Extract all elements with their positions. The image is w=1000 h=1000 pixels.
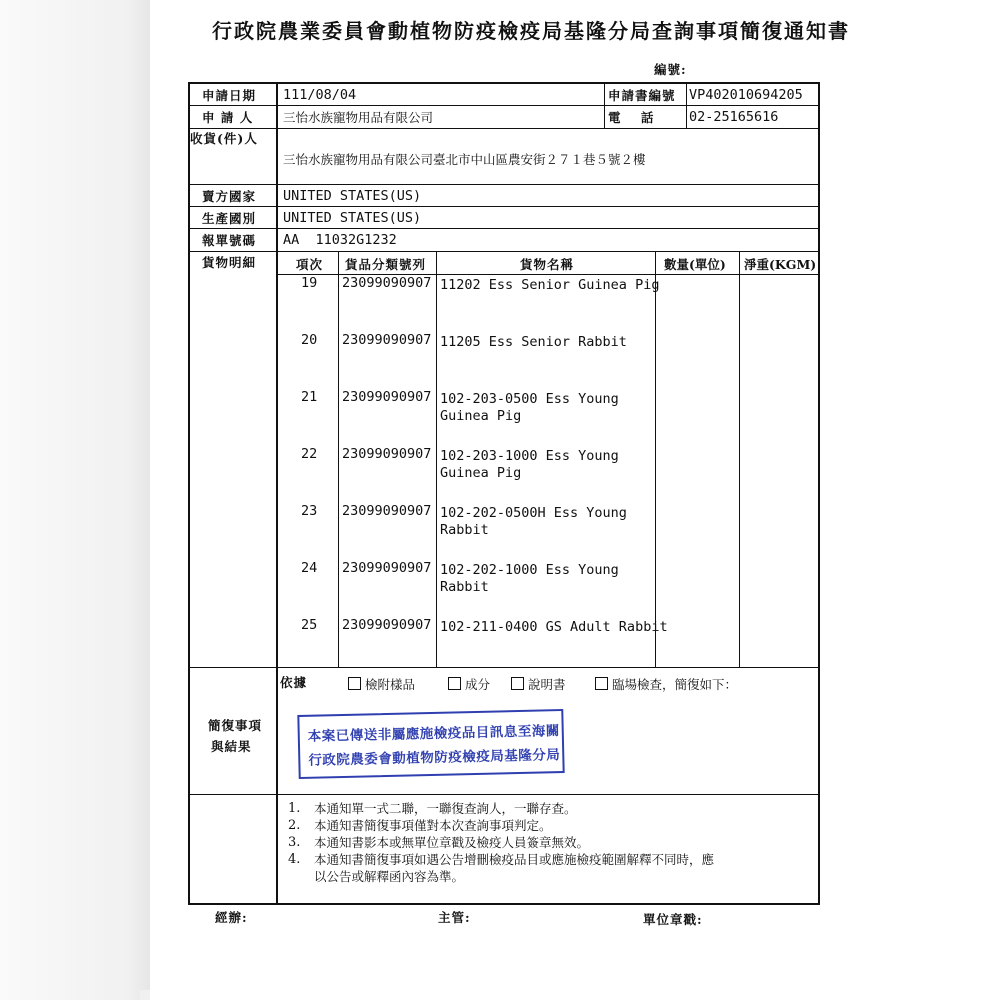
stamp-line-1: 本案已傳送非屬應施檢疫品目訊息至海關 bbox=[307, 723, 560, 745]
check-onsite bbox=[595, 677, 737, 692]
row-line bbox=[188, 794, 820, 795]
col-line bbox=[338, 251, 339, 668]
row-item: 23 bbox=[301, 503, 318, 519]
note-number: 4. bbox=[288, 852, 301, 867]
note-number: 3. bbox=[288, 835, 301, 850]
document-page bbox=[150, 0, 1000, 1000]
row-name: 102-202-0500H Ess Young bbox=[440, 505, 627, 521]
row-item: 24 bbox=[301, 560, 318, 576]
origin-label: 生產國別 bbox=[202, 211, 257, 226]
row-name-cont: Rabbit bbox=[440, 522, 489, 538]
check-ingredient-label: 成分 bbox=[465, 677, 491, 692]
col-header-item: 項次 bbox=[296, 257, 324, 272]
col-header-code: 貨品分類號列 bbox=[345, 257, 427, 272]
col-line bbox=[739, 251, 740, 668]
row-name: 11202 Ess Senior Guinea Pig bbox=[440, 277, 660, 293]
row-code: 23099090907 bbox=[342, 389, 432, 405]
note-text: 本通知書影本或無單位章戳及檢疫人員簽章無效。 bbox=[314, 835, 590, 850]
check-sample bbox=[348, 677, 415, 692]
supervisor-label: 主管: bbox=[438, 910, 471, 925]
checkbox-icon bbox=[511, 677, 524, 690]
seller-country-label: 賣方國家 bbox=[202, 189, 257, 204]
handler-label: 經辦: bbox=[215, 910, 248, 925]
check-ingredient bbox=[448, 677, 490, 692]
seller-country-value: UNITED STATES(US) bbox=[283, 188, 422, 204]
row-code: 23099090907 bbox=[342, 332, 432, 348]
stamp-line-2: 行政院農委會動植物防疫檢疫局基隆分局 bbox=[308, 747, 561, 769]
declaration-label: 報單號碼 bbox=[202, 233, 257, 248]
row-line bbox=[188, 228, 820, 229]
col-header-weight: 淨重(KGM) bbox=[744, 257, 817, 272]
row-name-cont: Guinea Pig bbox=[440, 408, 522, 424]
note-number: 1. bbox=[288, 801, 301, 816]
row-code: 23099090907 bbox=[342, 560, 432, 576]
row-name-cont: Rabbit bbox=[440, 579, 489, 595]
official-stamp bbox=[297, 709, 564, 779]
checkbox-icon bbox=[448, 677, 461, 690]
phone-value: 02-25165616 bbox=[689, 109, 779, 125]
basis-label: 依據 bbox=[280, 675, 308, 690]
consignee-label: 收貨(件)人 bbox=[190, 131, 258, 146]
row-item: 21 bbox=[301, 389, 318, 405]
applicant-label: 申 請 人 bbox=[202, 110, 254, 125]
row-item: 22 bbox=[301, 446, 318, 462]
col-line bbox=[686, 82, 687, 128]
row-code: 23099090907 bbox=[342, 617, 432, 633]
row-line bbox=[188, 128, 820, 129]
col-line bbox=[604, 82, 605, 128]
col-line bbox=[436, 251, 437, 668]
row-name: 102-211-0400 GS Adult Rabbit bbox=[440, 619, 668, 635]
serial-label: 編號: bbox=[654, 62, 687, 77]
origin-value: UNITED STATES(US) bbox=[283, 210, 422, 226]
note-text-cont: 以公告或解釋函內容為準。 bbox=[314, 869, 465, 884]
apply-date-label: 申請日期 bbox=[202, 88, 257, 103]
row-line bbox=[188, 667, 820, 668]
phone-label: 電 話 bbox=[608, 110, 662, 125]
applicant-value: 三怡水族寵物用品有限公司 bbox=[283, 110, 434, 125]
row-item: 19 bbox=[301, 275, 318, 291]
frame-top bbox=[188, 82, 820, 84]
row-line bbox=[188, 206, 820, 207]
col-header-qty: 數量(單位) bbox=[664, 257, 726, 272]
check-manual bbox=[511, 677, 566, 692]
row-name-cont: Guinea Pig bbox=[440, 465, 522, 481]
checkbox-icon bbox=[348, 677, 361, 690]
reply-label-line2: 與結果 bbox=[211, 739, 252, 754]
row-item: 25 bbox=[301, 617, 318, 633]
check-sample-label: 檢附樣品 bbox=[365, 677, 416, 692]
row-name: 102-203-0500 Ess Young bbox=[440, 391, 619, 407]
seal-label: 單位章戳: bbox=[643, 912, 703, 927]
apply-date-value: 111/08/04 bbox=[283, 87, 357, 103]
row-name: 102-203-1000 Ess Young bbox=[440, 448, 619, 464]
note-text: 本通知書簡復事項如遇公告增刪檢疫品目或應施檢疫範圍解釋不同時，應 bbox=[314, 852, 715, 867]
background-margin bbox=[0, 0, 150, 1000]
check-manual-label: 說明書 bbox=[528, 677, 566, 692]
note-number: 2. bbox=[288, 818, 301, 833]
form-no-value: VP402010694205 bbox=[689, 87, 803, 103]
row-line bbox=[188, 251, 820, 252]
form-no-label: 申請書編號 bbox=[608, 88, 676, 103]
consignee-value: 三怡水族寵物用品有限公司臺北市中山區農安街２７１巷５號２樓 bbox=[283, 152, 646, 167]
row-item: 20 bbox=[301, 332, 318, 348]
row-name: 11205 Ess Senior Rabbit bbox=[440, 334, 627, 350]
row-line bbox=[188, 105, 820, 106]
note-text: 本通知書簡復事項僅對本次查詢事項判定。 bbox=[314, 818, 552, 833]
goods-label: 貨物明細 bbox=[202, 255, 257, 270]
row-code: 23099090907 bbox=[342, 275, 432, 291]
row-name: 102-202-1000 Ess Young bbox=[440, 562, 619, 578]
reply-label-line1: 簡復事項 bbox=[208, 718, 263, 733]
frame-bottom bbox=[188, 903, 820, 905]
checkbox-icon bbox=[595, 677, 608, 690]
col-line bbox=[655, 251, 656, 668]
row-line bbox=[188, 184, 820, 185]
note-text: 本通知單一式二聯，一聯復查詢人，一聯存查。 bbox=[314, 801, 577, 816]
document-title: 行政院農業委員會動植物防疫檢疫局基隆分局查詢事項簡復通知書 bbox=[212, 19, 850, 43]
row-code: 23099090907 bbox=[342, 446, 432, 462]
check-onsite-label: 臨場檢查，簡復如下： bbox=[612, 677, 738, 692]
declaration-value: AA 11032G1232 bbox=[283, 232, 397, 248]
row-code: 23099090907 bbox=[342, 503, 432, 519]
col-header-name: 貨物名稱 bbox=[520, 257, 575, 272]
